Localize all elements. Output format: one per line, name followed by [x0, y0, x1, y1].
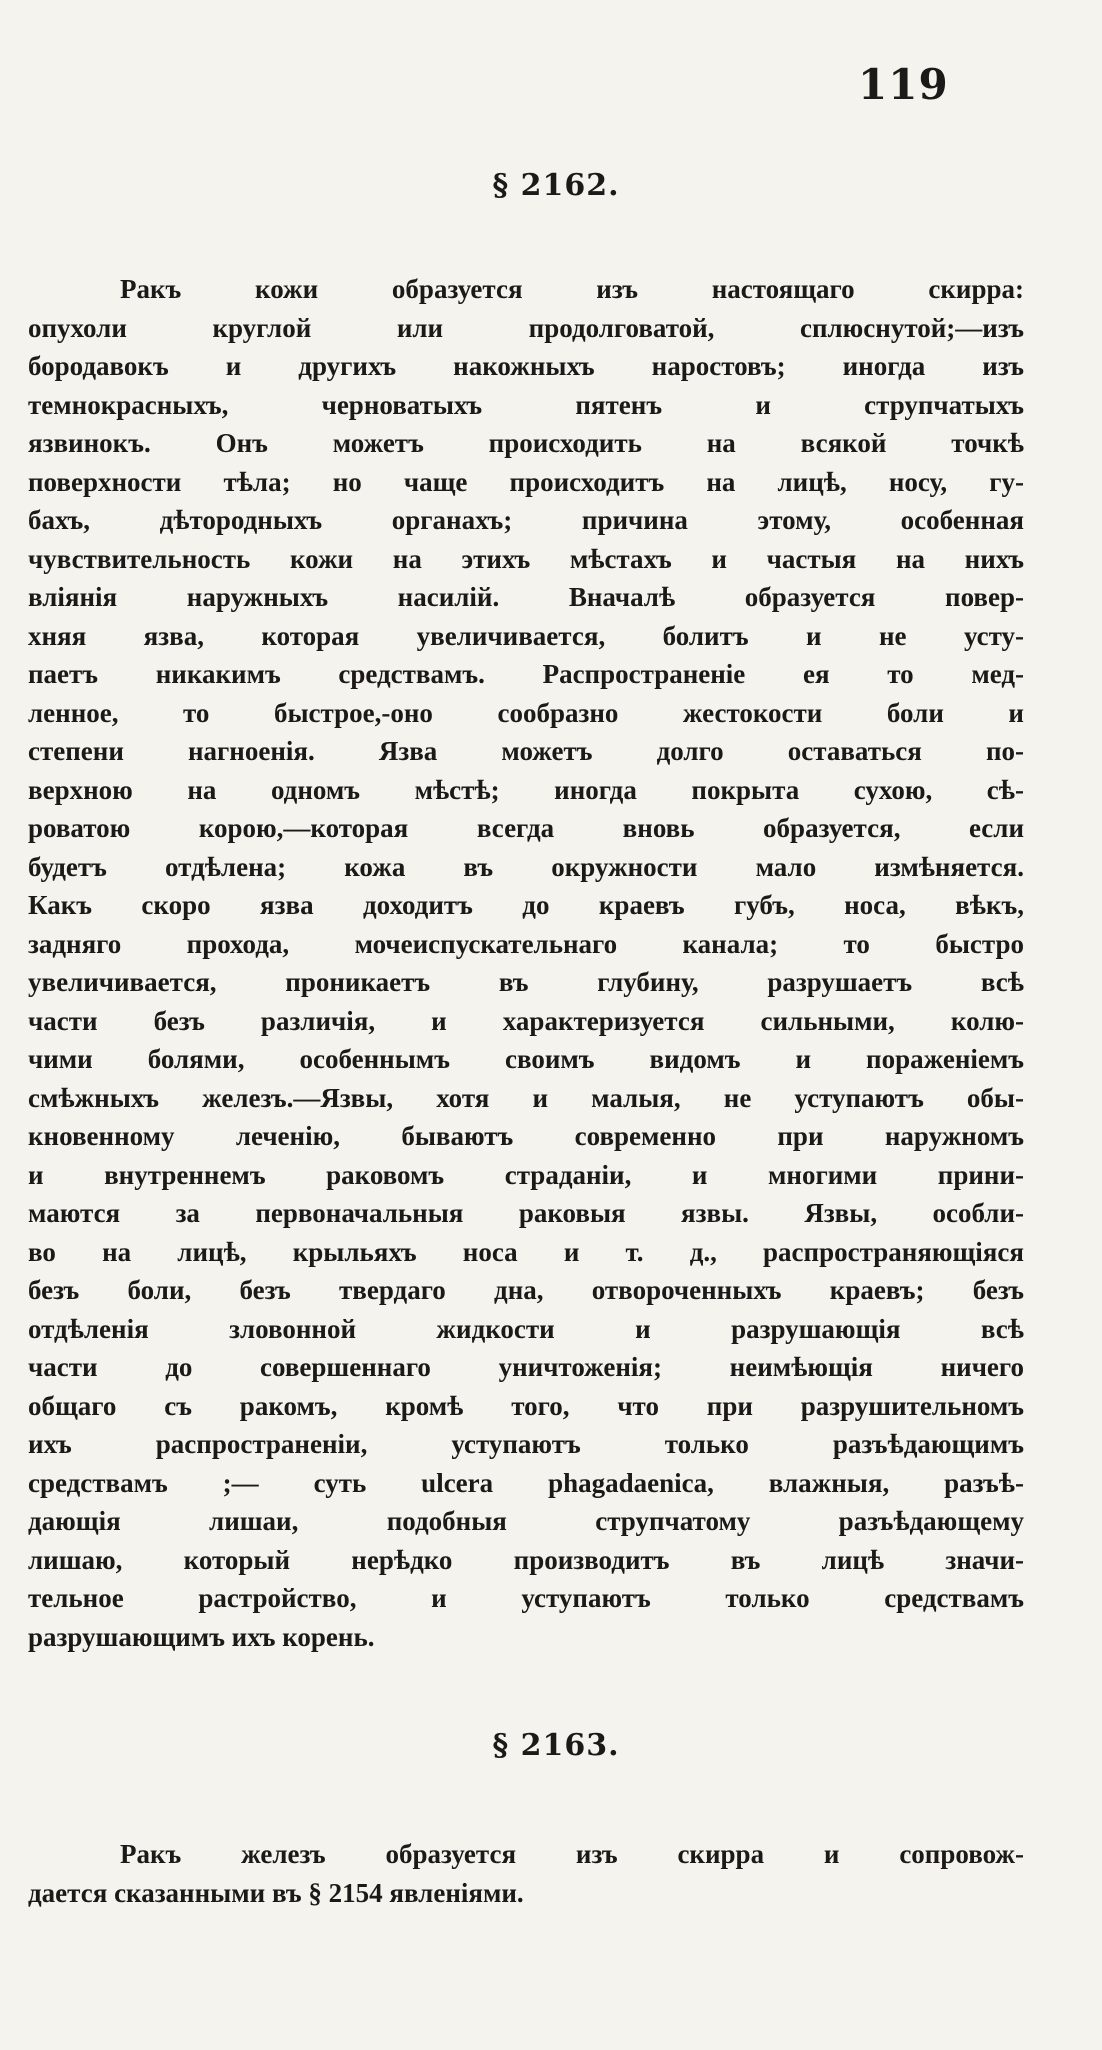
paragraph-line: чими болями, особеннымъ своимъ видомъ и пораженіемъ: [28, 1044, 1024, 1074]
paragraph-line: средствамъ ;— суть ulcera phagadaenica, влажныя, разъѣ-: [28, 1467, 1024, 1498]
paragraph-line: дающія лишаи, подобныя струпчатому разъѣдающему: [28, 1506, 1024, 1536]
paragraph-line: увеличивается, проникаетъ въ глубину, разрушаетъ всѣ: [28, 967, 1024, 997]
paragraph-line: Какъ скоро язва доходитъ до краевъ губъ, носа, вѣкъ,: [28, 890, 1024, 920]
paragraph-line: и внутреннемъ раковомъ страданіи, и многими прини-: [28, 1159, 1024, 1190]
paragraph-line: верхною на одномъ мѣстѣ; иногда покрыта сухою, сѣ-: [28, 774, 1024, 805]
paragraph-line: опухоли круглой или продолговатой, сплюснутой;—изъ: [28, 312, 1024, 343]
paragraph-line: смѣжныхъ железъ.—Язвы, хотя и малыя, не уступаютъ обы-: [28, 1082, 1024, 1113]
paragraph-line: части до совершеннаго уничтоженія; неимѣющія ничего: [28, 1352, 1024, 1382]
paragraph-line: темнокрасныхъ, черноватыхъ пятенъ и струпчатыхъ: [28, 389, 1024, 420]
paragraph-line: роватою корою,—которая всегда вновь образуется, если: [28, 813, 1024, 843]
section-2163-paragraph: [28, 1835, 1024, 1912]
paragraph-line: разрушающимъ ихъ корень.: [28, 1621, 375, 1652]
paragraph-line: вліянія наружныхъ насилій. Вначалѣ образуется повер-: [28, 582, 1024, 612]
paragraph-line: паетъ никакимъ средствамъ. Распространеніе ея то мед-: [28, 659, 1024, 689]
paragraph-line: во на лицѣ, крыльяхъ носа и т. д., распространяющіяся: [28, 1236, 1024, 1267]
section-2162-paragraph: [28, 270, 1024, 1656]
paragraph-line: части безъ различія, и характеризуется сильными, колю-: [28, 1005, 1024, 1036]
paragraph-line: общаго съ ракомъ, кромѣ того, что при разрушительномъ: [28, 1390, 1024, 1421]
paragraph-line: безъ боли, безъ твердаго дна, отвороченныхъ краевъ; безъ: [28, 1275, 1024, 1305]
paragraph-line: ихъ распространеніи, уступаютъ только разъѣдающимъ: [28, 1429, 1024, 1459]
paragraph-line: ленное, то быстрое,-оно сообразно жестокости боли и: [28, 697, 1024, 728]
paragraph-line: будетъ отдѣлена; кожа въ окружности мало измѣняется.: [28, 851, 1024, 882]
paragraph-line: бахъ, дѣтородныхъ органахъ; причина этому, особенная: [28, 505, 1024, 535]
paragraph-line: задняго прохода, мочеиспускательнаго канала; то быстро: [28, 928, 1024, 959]
paragraph-line: отдѣленія зловонной жидкости и разрушающія всѣ: [28, 1313, 1024, 1344]
paragraph-line: кновенному леченію, бываютъ современно при наружномъ: [28, 1121, 1024, 1151]
paragraph-line: тельное растройство, и уступаютъ только средствамъ: [28, 1583, 1024, 1613]
page-number: 119: [858, 60, 949, 109]
paragraph-line: лишаю, который нерѣдко производитъ въ лицѣ значи-: [28, 1544, 1024, 1575]
paragraph-line: язвинокъ. Онъ можетъ происходить на всякой точкѣ: [28, 428, 1024, 458]
paragraph-line: бородавокъ и другихъ накожныхъ наростовъ; иногда изъ: [28, 351, 1024, 381]
paragraph-line: дается сказанными въ § 2154 явленіями.: [28, 1877, 524, 1908]
paragraph-line: Ракъ железъ образуется изъ скирра и сопровож-: [120, 1839, 1024, 1869]
paragraph-line: поверхности тѣла; но чаще происходитъ на лицѣ, носу, гу-: [28, 466, 1024, 497]
paragraph-line: хняя язва, которая увеличивается, болитъ и не усту-: [28, 620, 1024, 651]
paragraph-line: маются за первоначальныя раковыя язвы. Язвы, особли-: [28, 1198, 1024, 1228]
section-heading-2163: § 2163.: [492, 1728, 620, 1763]
paragraph-line: Ракъ кожи образуется изъ настоящаго скирра:: [120, 274, 1024, 304]
paragraph-line: степени нагноенія. Язва можетъ долго оставаться по-: [28, 736, 1024, 766]
section-heading-2162: § 2162.: [492, 168, 620, 203]
paragraph-line: чувствительность кожи на этихъ мѣстахъ и частыя на нихъ: [28, 543, 1024, 574]
